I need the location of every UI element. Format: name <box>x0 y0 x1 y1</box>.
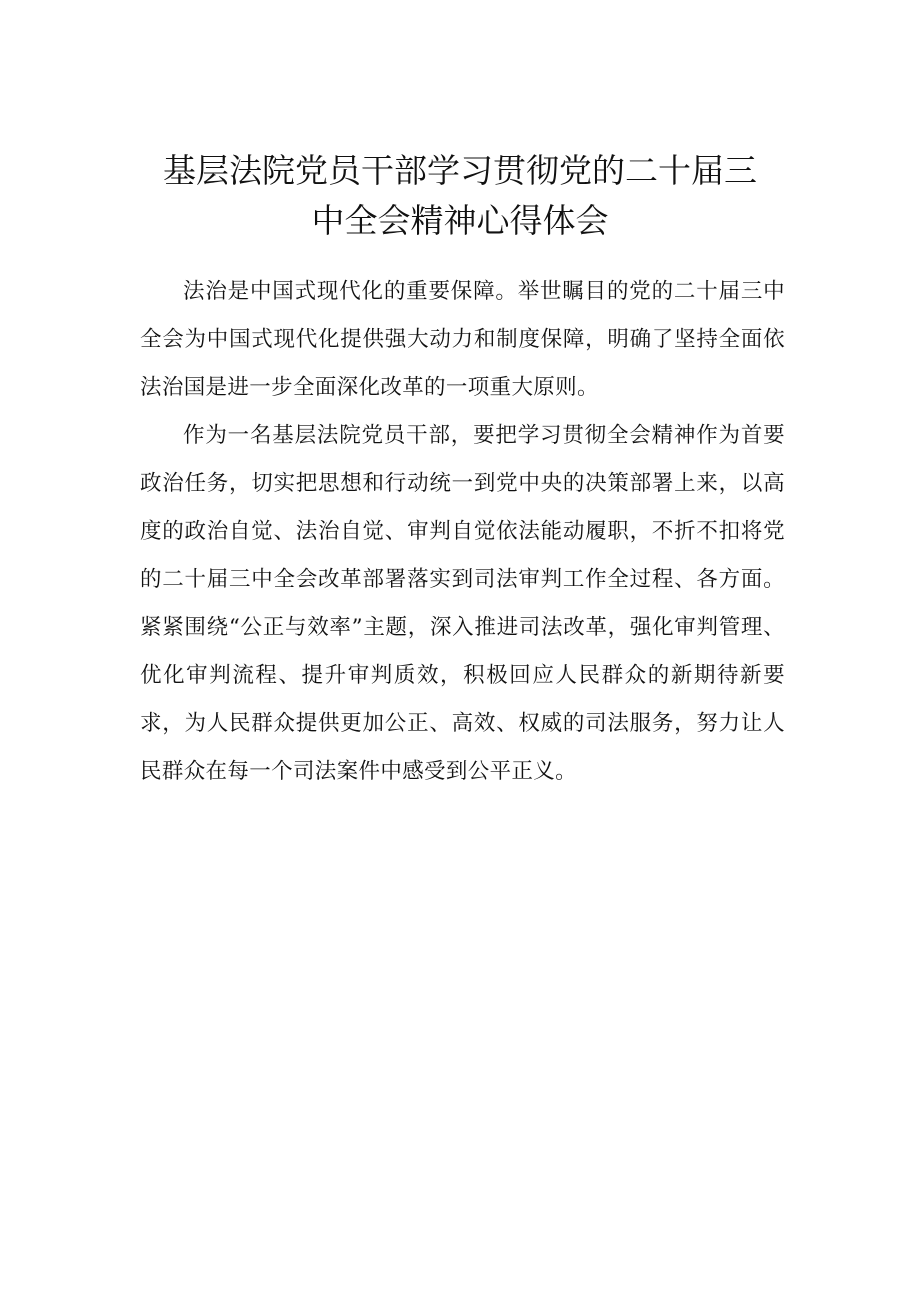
title-line-2: 中全会精神心得体会 <box>311 201 609 240</box>
title-line-1: 基层法院党员干部学习贯彻党的二十届三 <box>163 151 757 190</box>
paragraph-2: 作为一名基层法院党员干部，要把学习贯彻全会精神作为首要政治任务，切实把思想和行动统一到党中央的决策部署上来，以高度的政治自觉、法治自觉、审判自觉依法能动履职，不折不扣将党的二十届三中全会改革部署落实到司法审判工作全过程、各方面。紧紧围绕“公正与效率”主题，深入推进司法改革，强化审判管理、优化审判流程、提升审判质效，积极回应人民群众的新期待新要求，为人民群众提供更加公正、高效、权威的司法服务，努力让人民群众在每一个司法案件中感受到公平正义。 <box>140 423 785 784</box>
paragraph-1: 法治是中国式现代化的重要保障。举世瞩目的党的二十届三中全会为中国式现代化提供强大动力和制度保障，明确了坚持全面依法治国是进一步全面深化改革的一项重大原则。 <box>140 279 785 400</box>
document-title <box>130 146 790 246</box>
document-body <box>140 268 785 796</box>
